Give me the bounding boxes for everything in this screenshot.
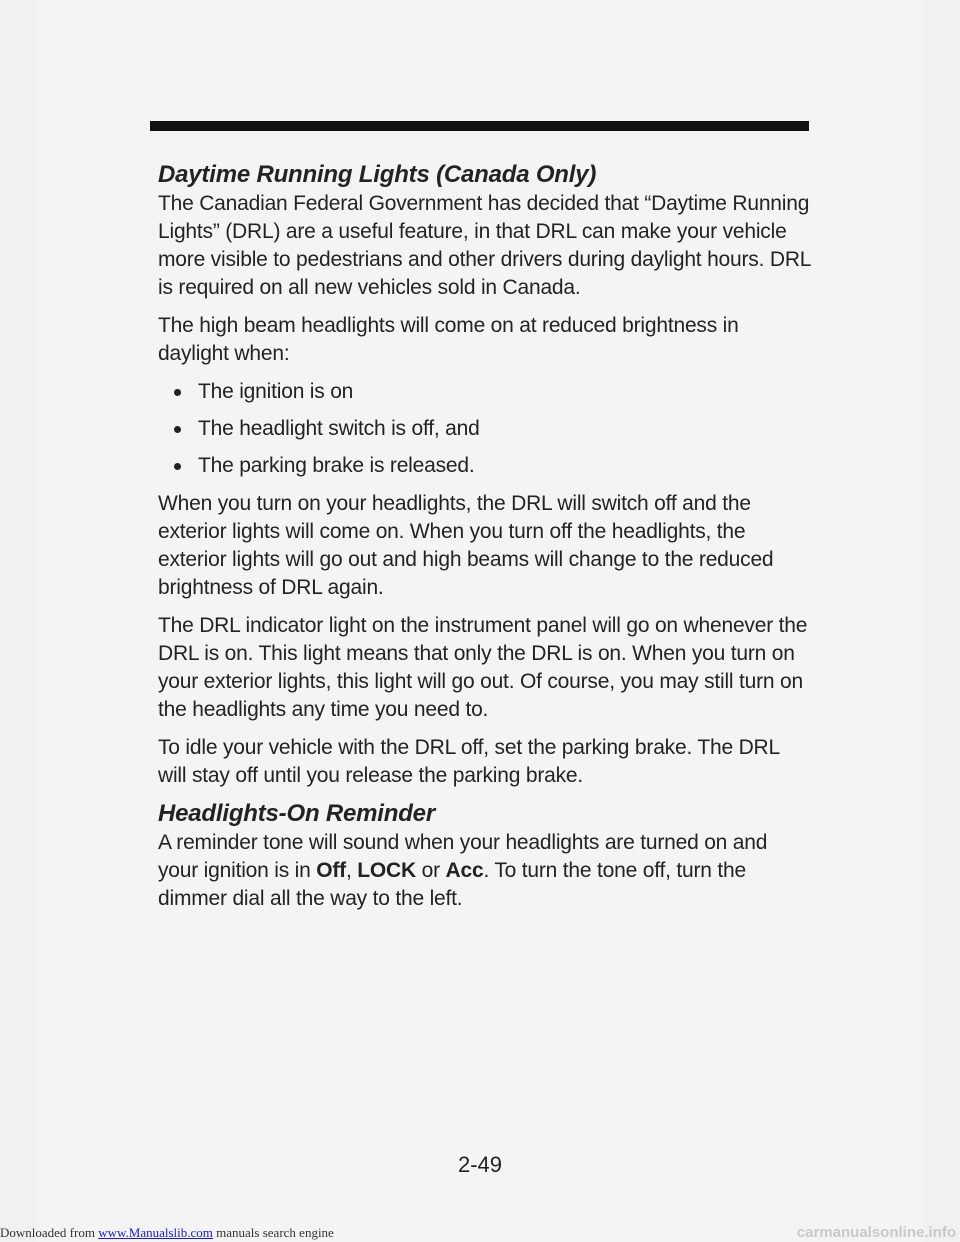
heading-daytime-running-lights: Daytime Running Lights (Canada Only)	[158, 161, 597, 188]
list-item: The ignition is on	[158, 378, 812, 406]
watermark: carmanualsonline.info	[796, 1224, 956, 1241]
paragraph-headlights-on: When you turn on your headlights, the DRL will switch off and the exterior lights will come on. When you turn off the headlights, the exterior lights will go out and high beams will change to the reduced brightness of DRL again.	[158, 492, 774, 599]
conditions-list	[158, 378, 812, 480]
ignition-acc-label: Acc	[445, 859, 484, 882]
page-content	[158, 161, 812, 923]
paragraph-high-beam: The high beam headlights will come on at reduced brightness in daylight when:	[158, 314, 739, 365]
footer-suffix: manuals search engine	[212, 1225, 334, 1240]
footer-prefix: Downloaded from	[0, 1225, 99, 1240]
paragraph-reminder-tone	[158, 829, 812, 913]
paragraph-drl-intro: The Canadian Federal Government has decided that “Daytime Running Lights” (DRL) are a useful feature, in that DRL can make your vehicle more visible to pedestrians and other drivers during daylight hours. DRL is required on all new vehicles sold in Canada.	[158, 192, 811, 299]
list-item: The headlight switch is off, and	[158, 415, 812, 443]
heading-headlights-on-reminder: Headlights-On Reminder	[158, 800, 435, 827]
ignition-off-label: Off	[316, 859, 346, 882]
manualslib-link[interactable]: www.Manualslib.com	[98, 1225, 213, 1240]
list-item: The parking brake is released.	[158, 452, 812, 480]
separator: or	[415, 859, 446, 882]
reminder-text-b: . To turn the tone off, turn the dimmer dial all the way to the left.	[158, 859, 746, 910]
separator: ,	[345, 859, 358, 882]
page-number: 2-49	[457, 1152, 503, 1177]
paragraph-drl-indicator: The DRL indicator light on the instrument panel will go on whenever the DRL is on. This light means that only the DRL is on. When you turn on your exterior lights, this light will go out. Of course, you may still turn on the headlights any time you need to.	[158, 614, 808, 721]
top-rule	[150, 121, 809, 131]
reminder-text-a: A reminder tone will sound when your headlights are turned on and your ignition is in	[158, 831, 768, 882]
download-footer	[0, 1225, 334, 1241]
paragraph-idle-vehicle: To idle your vehicle with the DRL off, set the parking brake. The DRL will stay off until you release the parking brake.	[158, 736, 780, 787]
ignition-lock-label: LOCK	[357, 859, 416, 882]
